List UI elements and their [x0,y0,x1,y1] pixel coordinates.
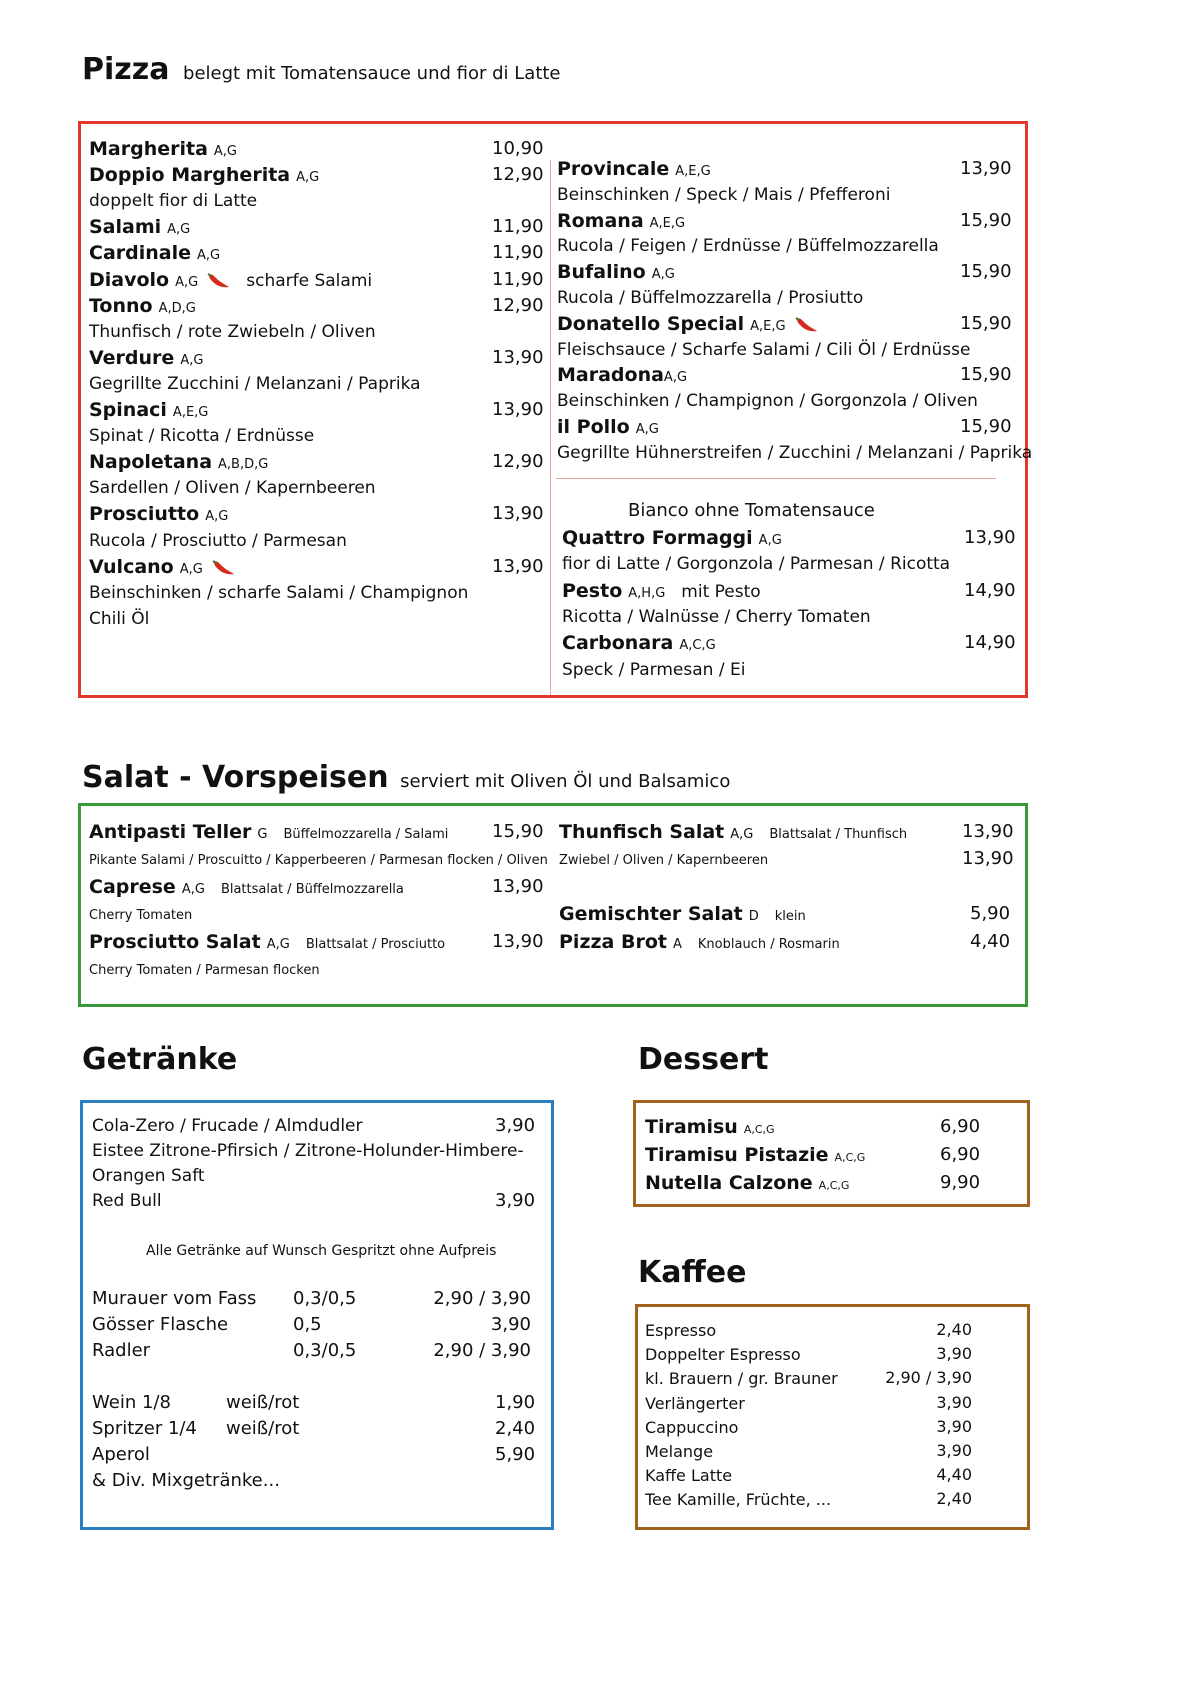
coffee-item: Kaffe Latte [645,1466,733,1486]
chili-icon [206,272,230,290]
allergen-codes: A,C,G [679,638,716,654]
item-description: Pikante Salami / Proscuitto / Kapperbeeren / Parmesan flocken / Oliven [89,853,548,869]
item-description: Cherry Tomaten / Parmesan flocken [89,963,320,978]
wine-price: 1,90 [495,1392,536,1413]
item-description: Cherry Tomaten [89,908,193,924]
menu-item [89,399,208,424]
item-price: 13,90 [492,346,544,368]
menu-description [89,530,347,552]
wine-type: weiß/rot [226,1392,300,1413]
item-extra: Blattsalat / Büffelmozzarella [220,881,404,897]
menu-item [557,261,675,286]
drink-item: Orangen Saft [92,1166,205,1186]
item-description: Gegrillte Hühnerstreifen / Zucchini / Melanzani / Paprika [557,442,1033,463]
item-price: 14,90 [964,632,1016,654]
coffee-price: 2,40 [936,1320,972,1339]
item-description: Beinschinken / scharfe Salami / Champignon [89,582,469,603]
item-description: doppelt fior di Latte [89,191,258,212]
allergen-codes: A,G [179,561,203,577]
menu-item [89,556,235,581]
menu-description [89,321,376,343]
drinks-note: Alle Getränke auf Wunsch Gespritzt ohne Aufpreis [146,1243,497,1259]
beer-size: 0,5 [293,1314,322,1335]
coffee-item: kl. Brauern / gr. Brauner [645,1369,838,1389]
salat-subtitle: serviert mit Oliven Öl und Balsamico [400,771,731,792]
item-description: Beinschinken / Champignon / Gorgonzola / Oliven [557,391,978,412]
item-description: Ricotta / Walnüsse / Cherry Tomaten [562,606,871,627]
allergen-codes: A,G [197,248,221,264]
dessert-price: 9,90 [940,1172,981,1193]
dessert-title: Dessert [638,1042,769,1077]
allergen-codes: A,E,G [172,405,209,420]
menu-description [89,582,468,604]
item-price: 15,90 [492,821,544,842]
menu-description [89,903,192,927]
allergen-codes: A,C,G [834,1151,866,1164]
allergen-codes: A,D,G [158,300,196,316]
dessert-name: Tiramisu [645,1116,738,1138]
menu-description [557,442,1032,464]
allergen-codes: A,E,G [750,318,786,334]
menu-item [89,503,228,528]
menu-description [557,339,970,361]
item-name: Margherita [89,138,208,160]
wine-item: Wein 1/8 [92,1392,171,1413]
item-description: Spinat / Ricotta / Erdnüsse [89,426,315,447]
item-name: Thunfisch Salat [559,821,725,843]
pizza-heading [82,52,561,87]
item-name: Prosciutto [89,503,200,526]
item-description: fior di Latte / Gorgonzola / Parmesan / Ricotta [562,554,951,575]
coffee-item: Espresso [645,1321,717,1340]
dessert-name: Nutella Calzone [645,1172,813,1194]
item-description: Rucola / Feigen / Erdnüsse / Büffelmozzarella [557,236,939,257]
item-price: 10,90 [492,138,544,159]
beer-price: 3,90 [490,1314,531,1335]
item-name: Diavolo [89,268,170,291]
wine-item: Aperol [92,1444,150,1465]
item-price: 13,90 [492,503,544,525]
allergen-codes: G [257,827,268,842]
allergen-codes: D [748,909,759,924]
item-description: Fleischsauce / Scharfe Salami / Cili Öl / Erdnüsse [557,339,971,360]
coffee-price: 2,40 [936,1489,972,1509]
menu-item [89,876,404,901]
item-price: 12,90 [492,164,544,186]
item-extra: klein [774,909,806,924]
item-name: Donatello Special [557,312,745,335]
beer-item: Murauer vom Fass [92,1288,257,1309]
menu-item [562,580,761,605]
item-name: Caprese [89,875,176,898]
item-name: Bufalino [557,261,646,284]
menu-description [89,190,257,212]
allergen-codes: A,G [296,170,320,186]
coffee-price: 3,90 [936,1441,972,1460]
menu-item [562,527,782,552]
coffee-item: Melange [645,1442,714,1461]
item-name: Carbonara [562,632,674,655]
menu-item [557,210,685,235]
item-price: 15,90 [960,261,1012,283]
item-name: Napoletana [89,451,213,474]
coffee-item: Verlängerter [645,1393,745,1413]
menu-description [557,184,890,206]
drink-item: Red Bull [92,1191,162,1211]
coffee-item: Doppelter Espresso [645,1345,801,1365]
coffee-price: 3,90 [936,1392,972,1412]
menu-item [557,158,711,183]
item-price: 15,90 [960,416,1012,437]
drink-price: 3,90 [495,1190,536,1211]
item-name: Verdure [89,346,175,369]
menu-item [89,931,445,956]
menu-item [557,364,687,389]
item-extra: scharfe Salami [246,270,373,291]
wine-price: 5,90 [495,1444,536,1465]
bianco-divider [556,478,996,479]
menu-description [557,235,939,257]
coffee-item: Cappuccino [645,1417,739,1437]
menu-description [562,553,950,575]
coffee-item: Tee Kamille, Früchte, ... [645,1490,832,1510]
coffee-price: 3,90 [936,1344,972,1364]
wine-type: weiß/rot [226,1418,300,1439]
allergen-codes: A,C,G [743,1123,775,1136]
item-name: Antipasti Teller [89,821,252,843]
item-extra: mit Pesto [681,581,761,602]
item-name: il Pollo [557,416,630,438]
wine-item: Spritzer 1/4 [92,1418,197,1439]
item-description: Thunfisch / rote Zwiebeln / Oliven [89,321,376,342]
item-price: 11,90 [492,216,544,238]
menu-description [89,958,320,982]
dessert-price: 6,90 [940,1116,981,1137]
menu-item [559,903,806,928]
allergen-codes: A,G [175,274,199,290]
item-description: Speck / Parmesan / Ei [562,659,746,680]
item-price: 13,90 [492,930,544,952]
item-description: Beinschinken / Speck / Mais / Pfefferoni [557,184,891,205]
menu-item [562,632,716,657]
item-name: Vulcano [89,555,174,578]
item-description: Chili Öl [89,608,150,629]
item-price: 13,90 [492,399,544,420]
item-price: 15,90 [960,312,1012,334]
item-name: Provincale [557,158,670,180]
allergen-codes: A,G [180,352,204,368]
wine-price: 2,40 [495,1418,536,1439]
item-price: 15,90 [960,209,1012,231]
item-price: 15,90 [960,364,1012,386]
item-name: Prosciutto Salat [89,930,261,953]
item-description: Gegrillte Zucchini / Melanzani / Paprika [89,373,421,394]
item-name: Cardinale [89,242,191,265]
item-name: Gemischter Salat [559,903,743,925]
menu-item [89,216,190,241]
menu-description [562,606,871,628]
item-name: Spinaci [89,399,167,421]
item-price: 11,90 [492,268,544,290]
coffee-price: 4,40 [936,1465,972,1485]
salat-heading [82,760,730,795]
allergen-codes: A,G [205,509,229,525]
item-name: Tonno [89,294,153,317]
item-price: 14,90 [964,579,1016,601]
pizza-column-divider [550,160,551,695]
menu-item [559,931,840,956]
beer-price: 2,90 / 3,90 [433,1288,531,1309]
menu-item [557,313,818,338]
item-price: 13,90 [492,555,544,577]
menu-item [559,821,907,846]
dessert-name: Tiramisu Pistazie [645,1144,829,1166]
allergen-codes: A [672,937,682,952]
item-price: 13,90 [962,848,1014,870]
menu-item [557,416,659,441]
item-extra: Büffelmozzarella / Salami [283,827,449,842]
menu-description [562,659,745,681]
menu-description [89,477,376,499]
salat-title: Salat - Vorspeisen [82,760,389,795]
allergen-codes: A,G [730,827,754,842]
menu-item [89,164,319,189]
item-price: 13,90 [962,821,1014,842]
item-description: Zwiebel / Oliven / Kapernbeeren [559,853,769,869]
beer-price: 2,90 / 3,90 [433,1340,531,1361]
menu-description [89,848,548,872]
allergen-codes: A,G [167,222,191,238]
menu-description [89,425,314,447]
dessert-item [645,1172,849,1197]
item-name: Romana [557,209,644,232]
chili-icon [794,316,818,334]
menu-item [89,347,203,372]
drink-item: Cola-Zero / Frucade / Almdudler [92,1116,363,1136]
allergen-codes: A,G [663,370,688,386]
menu-item [89,269,372,294]
bianco-header: Bianco ohne Tomatensauce [628,500,875,521]
item-extra: Blattsalat / Thunfisch [769,827,908,842]
drink-item: Eistee Zitrone-Pfirsich / Zitrone-Holunder-Himbere- [92,1141,524,1161]
allergen-codes: A,E,G [675,164,711,179]
menu-description [557,287,863,309]
menu-item [89,242,220,267]
item-price: 12,90 [492,451,544,473]
item-price: 13,90 [960,158,1012,179]
menu-description [557,390,978,412]
item-extra: Knoblauch / Rosmarin [697,937,840,952]
item-price: 11,90 [492,242,544,264]
item-name: Salami [89,216,162,239]
menu-description [89,373,421,395]
item-price: 4,40 [970,931,1011,952]
allergen-codes: A,C,G [818,1179,850,1192]
coffee-price: 2,90 / 3,90 [885,1368,972,1388]
allergen-codes: A,B,D,G [218,457,269,473]
item-price: 12,90 [492,294,544,316]
allergen-codes: A,G [213,144,238,159]
beer-size: 0,3/0,5 [293,1340,357,1361]
item-name: Quattro Formaggi [562,527,753,549]
pizza-subtitle: belegt mit Tomatensauce und fior di Latte [183,63,561,84]
item-price: 5,90 [970,903,1011,924]
allergen-codes: A,E,G [649,215,686,231]
allergen-codes: A,G [635,422,659,437]
kaffee-title: Kaffee [638,1255,747,1290]
wine-item: & Div. Mixgetränke... [92,1470,280,1491]
item-name: Doppio Margherita [89,164,291,187]
beer-item: Radler [92,1340,151,1361]
pizza-title: Pizza [82,52,170,87]
allergen-codes: A,G [651,267,675,283]
item-description: Sardellen / Oliven / Kapernbeeren [89,478,376,499]
item-name: Maradona [557,364,664,387]
dessert-price: 6,90 [940,1144,981,1165]
item-price: 13,90 [964,527,1016,548]
menu-item [89,295,196,320]
beer-item: Gösser Flasche [92,1314,229,1335]
menu-item [89,138,237,163]
dessert-item [645,1144,865,1169]
menu-item [89,451,268,476]
allergen-codes: A,G [266,936,290,952]
allergen-codes: A,G [758,533,782,548]
allergen-codes: A,H,G [628,585,666,601]
menu-description [89,608,149,630]
allergen-codes: A,G [181,881,205,897]
dessert-item [645,1116,775,1141]
item-description: Rucola / Prosciutto / Parmesan [89,530,347,551]
menu-item [89,821,448,846]
item-price: 13,90 [492,875,544,897]
item-extra: Blattsalat / Prosciutto [305,936,446,952]
item-description: Rucola / Büffelmozzarella / Prosiutto [557,288,864,308]
chili-icon [211,559,235,577]
drink-price: 3,90 [495,1115,536,1136]
beer-size: 0,3/0,5 [293,1288,357,1309]
menu-description [559,848,768,872]
coffee-price: 3,90 [936,1416,972,1436]
item-name: Pizza Brot [559,931,667,953]
getraenke-title: Getränke [82,1042,238,1077]
item-name: Pesto [562,579,623,602]
